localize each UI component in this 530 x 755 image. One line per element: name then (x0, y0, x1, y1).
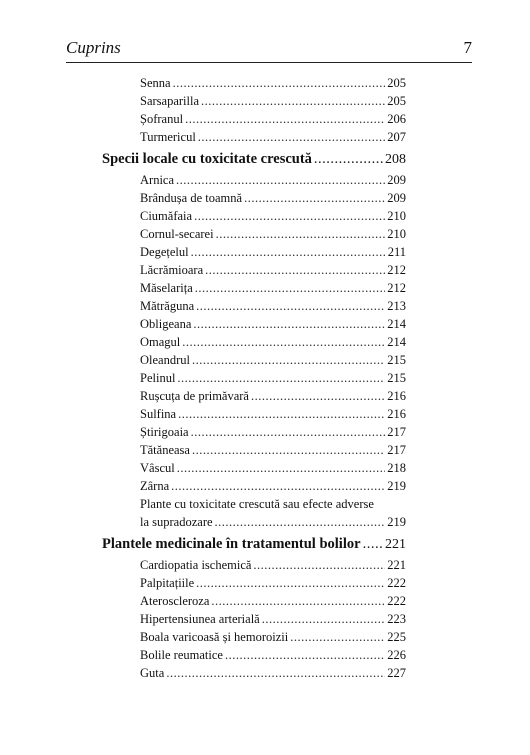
dot-leader (193, 315, 385, 333)
toc-entry-page: 209 (387, 173, 406, 187)
dot-leader (215, 513, 386, 531)
toc-entry-page: 225 (387, 630, 406, 644)
toc-entry[interactable] (140, 261, 406, 279)
toc-entry-page: 216 (387, 407, 406, 421)
toc-entry-page: 210 (387, 227, 406, 241)
toc-entry-label: Pelinul (140, 371, 176, 385)
running-title: Cuprins (66, 38, 121, 57)
dot-leader (195, 279, 385, 297)
toc-entry-label: Oleandrul (140, 353, 190, 367)
toc-entry[interactable] (140, 441, 406, 459)
toc-entry-label: Mătrăguna (140, 299, 195, 313)
dot-leader (262, 610, 386, 628)
toc-entry-page: 212 (387, 281, 406, 295)
dot-leader (244, 189, 385, 207)
dot-leader (251, 387, 385, 405)
dot-leader (177, 369, 385, 387)
dot-leader (211, 592, 385, 610)
toc-entry-page: 215 (387, 371, 406, 385)
toc-entry-page: 221 (387, 558, 406, 572)
toc-entry-label: Măselarița (140, 281, 193, 295)
toc-entry[interactable] (140, 315, 406, 333)
toc-entry-label: Palpitațiile (140, 576, 195, 590)
toc-entry[interactable] (140, 207, 406, 225)
dot-leader (363, 533, 383, 555)
dot-leader (185, 110, 385, 128)
dot-leader (191, 423, 386, 441)
toc-entry[interactable] (140, 351, 406, 369)
toc-entry-page: 205 (387, 94, 406, 108)
dot-leader (194, 207, 385, 225)
dot-leader (290, 628, 385, 646)
toc-entry-page: 215 (387, 353, 406, 367)
table-of-contents (0, 74, 530, 682)
dot-leader (178, 405, 385, 423)
dot-leader (225, 646, 385, 664)
toc-entry-page: 222 (387, 576, 406, 590)
toc-entry[interactable] (140, 477, 406, 495)
toc-entry-label: Degețelul (140, 245, 189, 259)
toc-entry-line1[interactable]: Plante cu toxicitate crescută sau efecte adverse (140, 497, 374, 511)
toc-entry[interactable] (140, 92, 406, 110)
toc-entry-page: 227 (387, 666, 406, 680)
toc-entry[interactable] (140, 297, 406, 315)
toc-entry-page: 207 (387, 130, 406, 144)
toc-entry[interactable] (140, 646, 406, 664)
toc-entry-page: 218 (387, 461, 406, 475)
dot-leader (176, 171, 385, 189)
toc-entry[interactable] (140, 610, 406, 628)
dot-leader (182, 333, 385, 351)
toc-entry[interactable] (140, 279, 406, 297)
toc-entry-page: 217 (387, 443, 406, 457)
toc-entry-label: Ciumăfaia (140, 209, 193, 223)
toc-entry-page: 214 (387, 317, 406, 331)
dot-leader (198, 128, 385, 146)
dot-leader (192, 351, 385, 369)
dot-leader (192, 441, 385, 459)
toc-entry-page: 222 (387, 594, 406, 608)
toc-entry-page: 219 (387, 479, 406, 493)
toc-entry[interactable] (140, 459, 406, 477)
toc-entry-label: Sarsaparilla (140, 94, 200, 108)
toc-entry-page: 214 (387, 335, 406, 349)
dot-leader (173, 74, 386, 92)
toc-entry-page: 209 (387, 191, 406, 205)
toc-entry-page: 213 (387, 299, 406, 313)
toc-entry-label: Vâscul (140, 461, 175, 475)
toc-entry-label: Arnica (140, 173, 175, 187)
toc-entry[interactable] (140, 243, 406, 261)
toc-entry-page: 211 (387, 245, 406, 259)
section-page: 221 (385, 537, 406, 552)
dot-leader (177, 459, 386, 477)
toc-section-heading[interactable] (102, 533, 406, 555)
toc-entry-label: Omagul (140, 335, 181, 349)
toc-entry-page: 223 (387, 612, 406, 626)
toc-entry[interactable] (140, 74, 406, 92)
toc-entry-label: Știrigoaia (140, 425, 189, 439)
toc-entry-label: Boala varicoasă și hemoroizii (140, 630, 289, 644)
toc-entry[interactable] (140, 423, 406, 441)
toc-entry[interactable] (140, 405, 406, 423)
toc-entry[interactable] (140, 128, 406, 146)
toc-entry-label: Zârna (140, 479, 170, 493)
dot-leader (196, 297, 385, 315)
toc-entry[interactable] (140, 628, 406, 646)
toc-section-heading[interactable] (102, 148, 406, 170)
toc-entry[interactable] (140, 110, 406, 128)
dot-leader (216, 225, 386, 243)
toc-entry-label: Lăcrămioara (140, 263, 204, 277)
toc-entry[interactable] (140, 369, 406, 387)
page-header (66, 36, 472, 63)
dot-leader (166, 664, 385, 682)
toc-entry[interactable] (140, 556, 406, 574)
toc-entry-label: Guta (140, 666, 165, 680)
toc-entry-label: Șofranul (140, 112, 184, 126)
dot-leader (171, 477, 385, 495)
toc-entry-page: 206 (387, 112, 406, 126)
toc-entry-label: Cornul-secarei (140, 227, 214, 241)
toc-entry-label: Ateroscleroza (140, 594, 210, 608)
toc-entry[interactable] (140, 225, 406, 243)
toc-entry-label: Senna (140, 76, 171, 90)
toc-entry-label: Brândușa de toamnă (140, 191, 243, 205)
dot-leader (253, 556, 385, 574)
toc-entry[interactable] (140, 574, 406, 592)
section-label: Specii locale cu toxicitate crescută (102, 151, 312, 167)
toc-entry-page: 219 (387, 515, 406, 529)
dot-leader (196, 574, 385, 592)
toc-entry-label: Bolile reumatice (140, 648, 223, 662)
toc-entry-label: Hipertensiunea arterială (140, 612, 260, 626)
toc-entry-label: Cardiopatia ischemică (140, 558, 252, 572)
section-label: Plantele medicinale în tratamentul bolilor (102, 536, 361, 552)
toc-entry-page: 212 (387, 263, 406, 277)
toc-entry-page: 205 (387, 76, 406, 90)
toc-entry[interactable] (140, 664, 406, 682)
toc-entry[interactable] (140, 387, 406, 405)
section-page: 208 (385, 152, 406, 167)
toc-entry[interactable] (140, 333, 406, 351)
toc-entry[interactable] (140, 513, 406, 531)
dot-leader (201, 92, 385, 110)
toc-entry-label: Turmericul (140, 130, 196, 144)
toc-entry-label: la supradozare (140, 515, 213, 529)
toc-entry[interactable] (140, 189, 406, 207)
toc-entry-page: 217 (387, 425, 406, 439)
page-number: 7 (463, 38, 472, 57)
toc-entry[interactable] (140, 171, 406, 189)
toc-entry[interactable] (140, 592, 406, 610)
toc-entry-page: 226 (387, 648, 406, 662)
toc-entry-page: 216 (387, 389, 406, 403)
dot-leader (205, 261, 385, 279)
toc-entry-page: 210 (387, 209, 406, 223)
toc-entry-label: Obligeana (140, 317, 192, 331)
dot-leader (314, 148, 383, 170)
dot-leader (191, 243, 386, 261)
toc-entry-label: Rușcuța de primăvară (140, 389, 249, 403)
toc-entry-label: Tătăneasa (140, 443, 190, 457)
toc-entry-label: Sulfina (140, 407, 177, 421)
